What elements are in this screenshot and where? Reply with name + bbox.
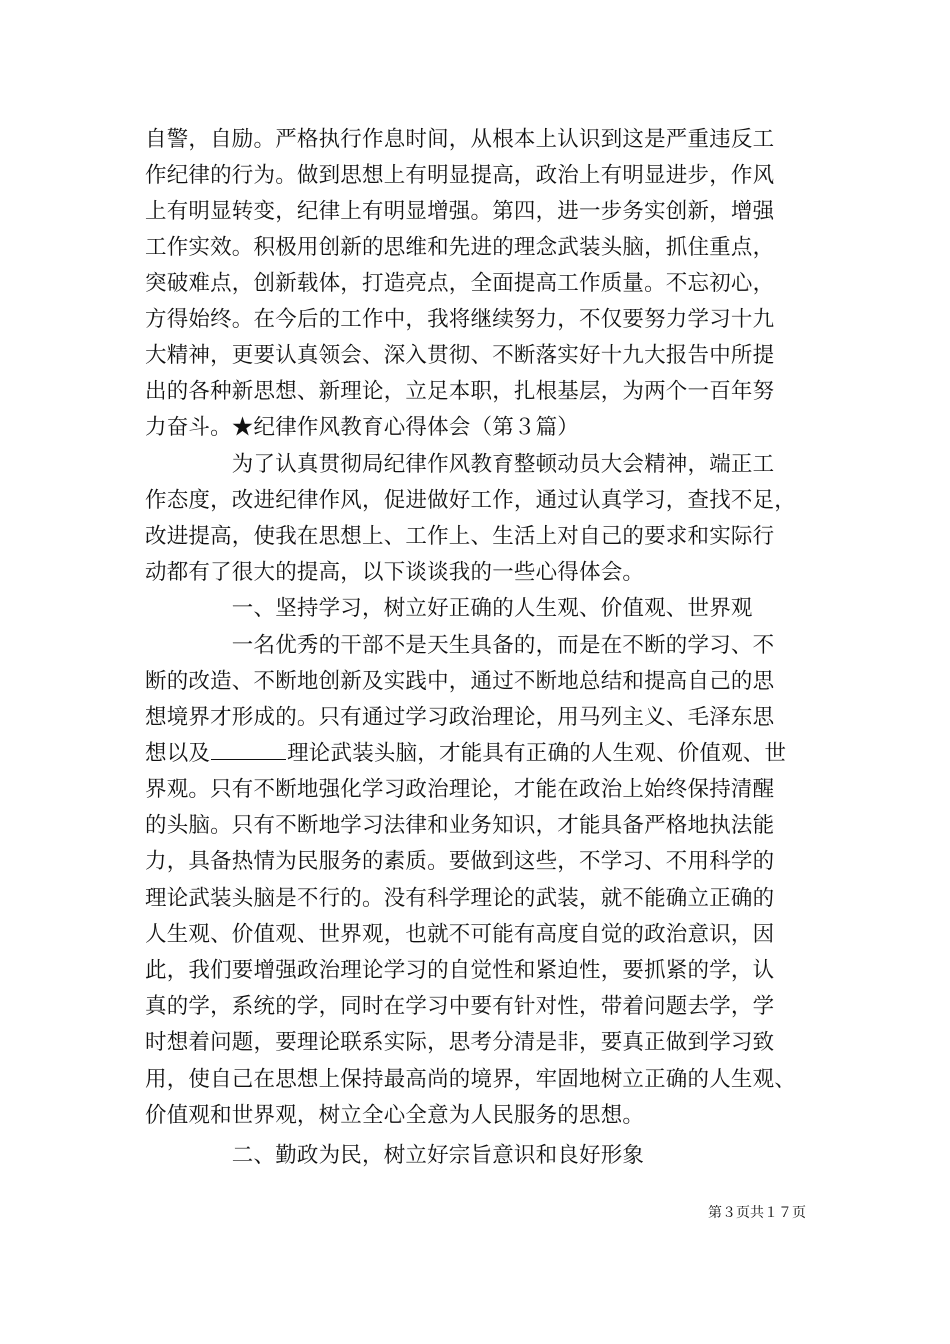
page-number: 第３页共１７页: [708, 1205, 806, 1221]
text-line: 为了认真贯彻局纪律作风教育整顿动员大会精神，端正工: [145, 452, 775, 477]
text-segment: 想以及: [145, 741, 211, 766]
text-line: 断的改造、不断地创新及实践中，通过不断地总结和提高自己的思: [145, 669, 775, 694]
text-line: 动都有了很大的提高，以下谈谈我的一些心得体会。: [145, 560, 645, 585]
text-line: 价值观和世界观，树立全心全意为人民服务的思想。: [145, 1103, 645, 1128]
text-line: 力，具备热情为民服务的素质。要做到这些，不学习、不用科学的: [145, 849, 775, 874]
text-line: 大精神，更要认真领会、深入贯彻、不断落实好十九大报告中所提: [145, 343, 775, 368]
text-line: 用，使自己在思想上保持最高尚的境界，牢固地树立正确的人生观、: [145, 1067, 797, 1092]
text-line-with-blank: [145, 741, 786, 767]
text-line: 改进提高，使我在思想上、工作上、生活上对自己的要求和实际行: [145, 524, 775, 549]
section-heading: 二、勤政为民，树立好宗旨意识和良好形象: [145, 1143, 645, 1168]
text-line: 突破难点，创新载体，打造亮点，全面提高工作质量。不忘初心，: [145, 271, 775, 296]
text-line: 界观。只有不断地强化学习政治理论，才能在政治上始终保持清醒: [145, 777, 775, 802]
text-line: 方得始终。在今后的工作中，我将继续努力，不仅要努力学习十九: [145, 307, 775, 332]
text-line: 想境界才形成的。只有通过学习政治理论，用马列主义、毛泽东思: [145, 705, 775, 730]
text-line: 此，我们要增强政治理论学习的自觉性和紧迫性，要抓紧的学，认: [145, 958, 775, 983]
section-heading: 一、坚持学习，树立好正确的人生观、价值观、世界观: [145, 596, 753, 621]
fill-blank: [211, 741, 286, 760]
text-line: 真的学，系统的学，同时在学习中要有针对性，带着问题去学，学: [145, 994, 775, 1019]
text-line: 一名优秀的干部不是天生具备的，而是在不断的学习、不: [145, 633, 775, 658]
text-line: 理论武装头脑是不行的。没有科学理论的武装，就不能确立正确的: [145, 886, 775, 911]
text-line: 人生观、价值观、世界观，也就不可能有高度自觉的政治意识，因: [145, 922, 775, 947]
text-line: 力奋斗。★纪律作风教育心得体会（第３篇）: [145, 415, 580, 440]
text-line: 上有明显转变，纪律上有明显增强。第四，进一步务实创新，增强: [145, 199, 775, 224]
text-line: 作纪律的行为。做到思想上有明显提高，政治上有明显进步，作风: [145, 163, 775, 188]
text-line: 出的各种新思想、新理论，立足本职，扎根基层，为两个一百年努: [145, 379, 775, 404]
text-line: 自警，自励。严格执行作息时间，从根本上认识到这是严重违反工: [145, 127, 775, 152]
text-line: 时想着问题，要理论联系实际，思考分清是非，要真正做到学习致: [145, 1030, 775, 1055]
text-line: 的头脑。只有不断地学习法律和业务知识，才能具备严格地执法能: [145, 813, 775, 838]
text-line: 作态度，改进纪律作风，促进做好工作，通过认真学习，查找不足，: [145, 488, 797, 513]
text-segment: 理论武装头脑，才能具有正确的人生观、价值观、世: [287, 741, 787, 766]
text-line: 工作实效。积极用创新的思维和先进的理念武装头脑，抓住重点，: [145, 235, 775, 260]
